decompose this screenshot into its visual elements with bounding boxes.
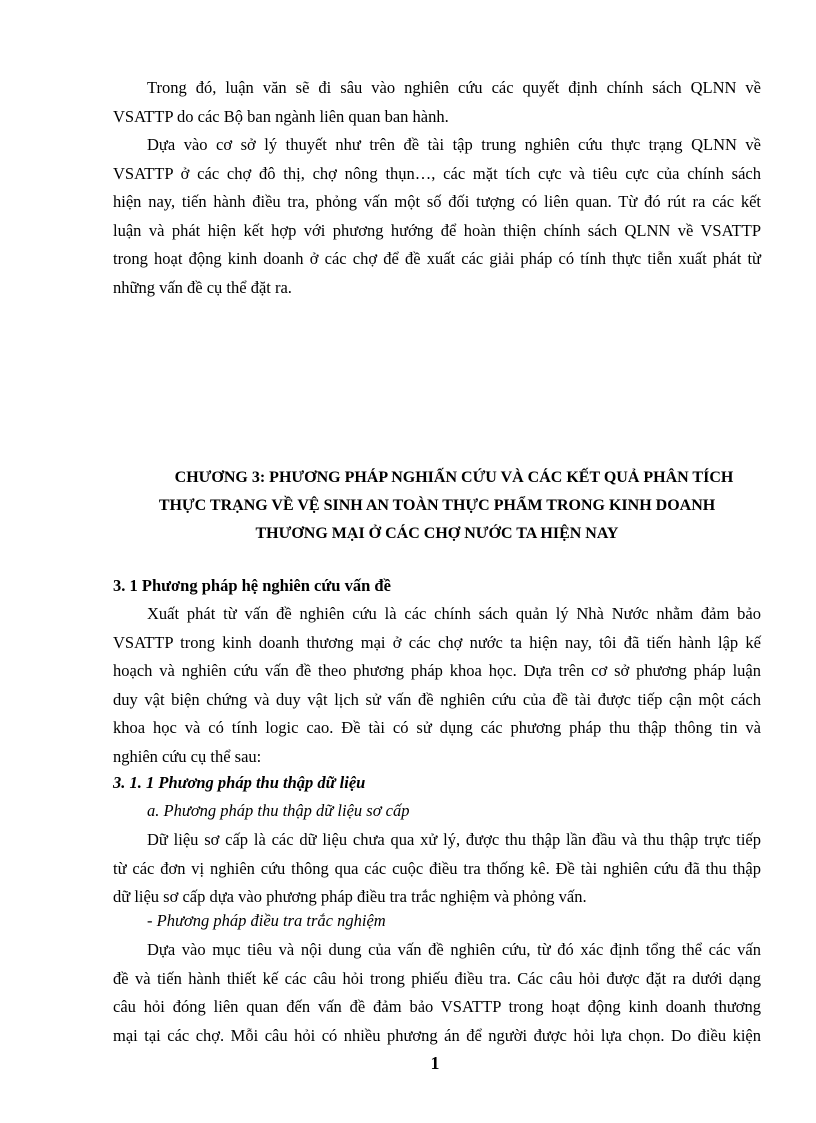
- text-line: đề và tiến hành thiết kế các câu hỏi trong phiếu điều tra. Các câu hỏi được đặt ra dưới dạng: [113, 968, 761, 988]
- text-line: nghiên cứu cụ thể sau:: [113, 746, 262, 766]
- section-3-1-paragraph: [113, 600, 761, 771]
- text-line: Trong đó, luận văn sẽ đi sâu vào nghiên cứu các quyết định chính sách QLNN về: [147, 78, 761, 97]
- text-line: duy vật biện chứng và duy vật lịch sử vấn đề nghiên cứu của đề tài được tiếp cận một cách: [113, 689, 761, 709]
- text-line: câu hỏi đóng liên quan đến vấn đề đảm bảo VSATTP trong hoạt động kinh doanh thương: [113, 997, 761, 1016]
- text-line: từ các đơn vị nghiên cứu thông qua các cuộc điều tra thống kê. Đề tài nghiên cứu đã thu thập: [113, 858, 761, 878]
- text-line: Dựa vào cơ sở lý thuyết như trên đề tài tập trung nghiên cứu thực trạng QLNN về: [147, 135, 761, 154]
- text-line: mại tại các chợ. Mỗi câu hỏi có nhiều phương án để người được hỏi lựa chọn. Do điều kiện: [113, 1025, 761, 1045]
- text-line: trong hoạt động kinh doanh ở các chợ để đề xuất các giải pháp có tính thực tiễn xuất phát từ: [113, 249, 761, 268]
- text-line: VSATTP ở các chợ đô thị, chợ nông thụn…, các mặt tích cực và tiêu cực của chính sách: [113, 163, 761, 183]
- text-line: Xuất phát từ vấn đề nghiên cứu là các chính sách quản lý Nhà Nước nhằm đảm bảo: [147, 604, 761, 623]
- page-number: 1: [430, 1053, 440, 1073]
- text-line: khoa học và có tính logic cao. Đề tài có sử dụng các phương pháp thu thập thông tin và: [113, 718, 761, 737]
- text-line: VSATTP trong kinh doanh thương mại ở các chợ nước ta hiện nay, tôi đã tiến hành lập kế: [113, 632, 761, 652]
- chapter-title-line-1: CHƯƠNG 3: PHƯƠNG PHÁP NGHIẤN CỨU VÀ CÁC KẾT QUẢ PHÂN TÍCH: [174, 469, 734, 486]
- intro-paragraph-1: [113, 74, 761, 131]
- section-3-1-1-paragraph-1: [113, 826, 761, 912]
- subsection-heading-dash: - Phương pháp điều tra trắc nghiệm: [147, 911, 386, 930]
- text-line: những vấn đề cụ thể đặt ra.: [113, 277, 292, 297]
- text-line: dữ liệu sơ cấp dựa vào phương pháp điều tra trắc nghiệm và phỏng vấn.: [113, 887, 587, 906]
- section-3-1-1-paragraph-2: [113, 936, 761, 1050]
- text-line: Dữ liệu sơ cấp là các dữ liệu chưa qua xử lý, được thu thập lần đầu và thu thập trực tiếp: [147, 830, 761, 849]
- section-heading-3-1-1: 3. 1. 1 Phương pháp thu thập dữ liệu: [113, 773, 366, 792]
- text-line: VSATTP do các Bộ ban ngành liên quan ban hành.: [113, 106, 449, 126]
- subsection-heading-a: a. Phương pháp thu thập dữ liệu sơ cấp: [147, 801, 410, 820]
- text-line: hiện nay, tiến hành điều tra, phỏng vấn một số đối tượng có liên quan. Từ đó rút ra các kết: [113, 192, 761, 211]
- text-line: Dựa vào mục tiêu và nội dung của vấn đề nghiên cứu, từ đó xác định tổng thể các vấn: [147, 940, 761, 959]
- text-line: hoạch và nghiên cứu vấn đề theo phương pháp khoa học. Dựa trên cơ sở phương pháp luận: [113, 661, 761, 680]
- intro-paragraph-2: [113, 131, 761, 302]
- chapter-title-line-2: THỰC TRẠNG VỀ VỆ SINH AN TOÀN THỰC PHẨM TRONG KINH DOANH: [158, 497, 716, 514]
- text-line: luận và phát hiện kết hợp với phương hướng để hoàn thiện chính sách QLNN về VSATTP: [113, 220, 761, 240]
- chapter-title-line-3: THƯƠNG MẠI Ở CÁC CHỢ NƯỚC TA HIỆN NAY: [255, 525, 619, 542]
- section-heading-3-1: 3. 1 Phương pháp hệ nghiên cứu vấn đề: [113, 576, 391, 595]
